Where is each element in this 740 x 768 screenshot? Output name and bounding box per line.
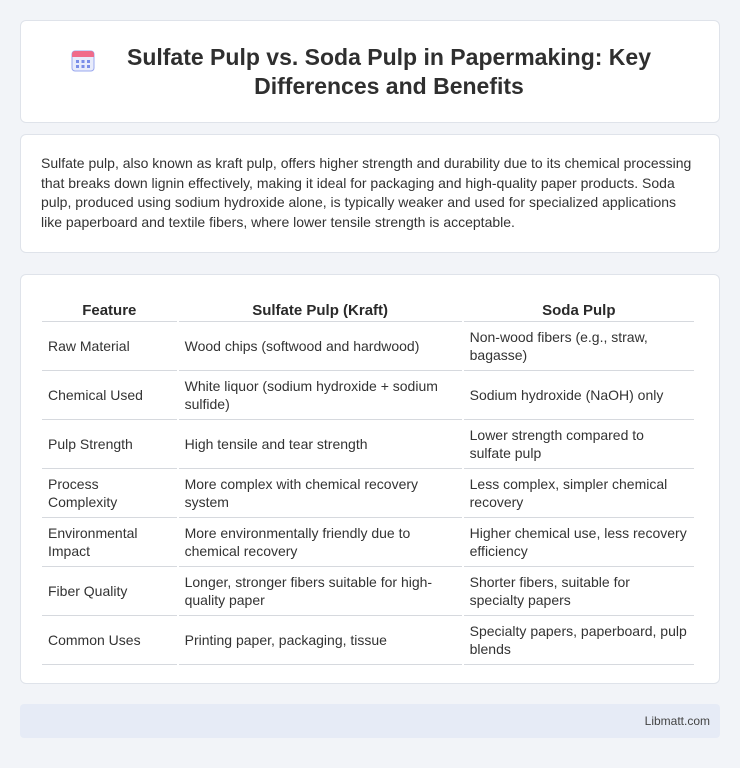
column-header-sulfate: Sulfate Pulp (Kraft): [179, 295, 462, 322]
comparison-table: [40, 295, 696, 665]
table-cell: Wood chips (softwood and hardwood): [179, 322, 462, 371]
table-row: [42, 567, 694, 616]
column-header-feature: Feature: [42, 295, 177, 322]
footer-bar: [20, 704, 720, 738]
table-cell: Higher chemical use, less recovery efficiency: [464, 518, 694, 567]
table-cell: Specialty papers, paperboard, pulp blends: [464, 616, 694, 665]
table-cell: Non-wood fibers (e.g., straw, bagasse): [464, 322, 694, 371]
table-cell: Shorter fibers, suitable for specialty papers: [464, 567, 694, 616]
table-cell: Sodium hydroxide (NaOH) only: [464, 371, 694, 420]
table-cell: More complex with chemical recovery system: [179, 469, 462, 518]
table-cell: Longer, stronger fibers suitable for high-quality paper: [179, 567, 462, 616]
title-card: [20, 20, 720, 123]
table-cell: High tensile and tear strength: [179, 420, 462, 469]
table-row: [42, 616, 694, 665]
table-cell: Printing paper, packaging, tissue: [179, 616, 462, 665]
footer-source-link[interactable]: Libmatt.com: [644, 714, 710, 728]
page-title: Sulfate Pulp vs. Soda Pulp in Papermaking: Key Differences and Benefits: [126, 43, 651, 99]
table-card: [20, 274, 720, 684]
summary-paragraph: Sulfate pulp, also known as kraft pulp, offers higher strength and durability due to its chemical processing that breaks down lignin effectively, making it ideal for packaging and high-quality paper products. Soda pulp, produced using sodium hydroxide alone, is typically weaker and used for specialized applications like paperboard and textile fibers, where lower tensile strength is acceptable.: [41, 155, 692, 230]
title-wrap: [70, 43, 670, 101]
table-cell: Raw Material: [42, 322, 177, 371]
table-cell: Common Uses: [42, 616, 177, 665]
table-row: [42, 322, 694, 371]
table-header-row: [42, 295, 694, 322]
table-row: [42, 518, 694, 567]
table-cell: Process Complexity: [42, 469, 177, 518]
table-cell: Pulp Strength: [42, 420, 177, 469]
calendar-icon: [70, 47, 96, 73]
column-header-soda: Soda Pulp: [464, 295, 694, 322]
table-cell: Fiber Quality: [42, 567, 177, 616]
table-row: [42, 420, 694, 469]
table-cell: Chemical Used: [42, 371, 177, 420]
table-cell: Environmental Impact: [42, 518, 177, 567]
table-cell: More environmentally friendly due to chemical recovery: [179, 518, 462, 567]
summary-card: [20, 134, 720, 253]
table-cell: Less complex, simpler chemical recovery: [464, 469, 694, 518]
table-row: [42, 371, 694, 420]
table-cell: Lower strength compared to sulfate pulp: [464, 420, 694, 469]
table-cell: White liquor (sodium hydroxide + sodium sulfide): [179, 371, 462, 420]
table-row: [42, 469, 694, 518]
